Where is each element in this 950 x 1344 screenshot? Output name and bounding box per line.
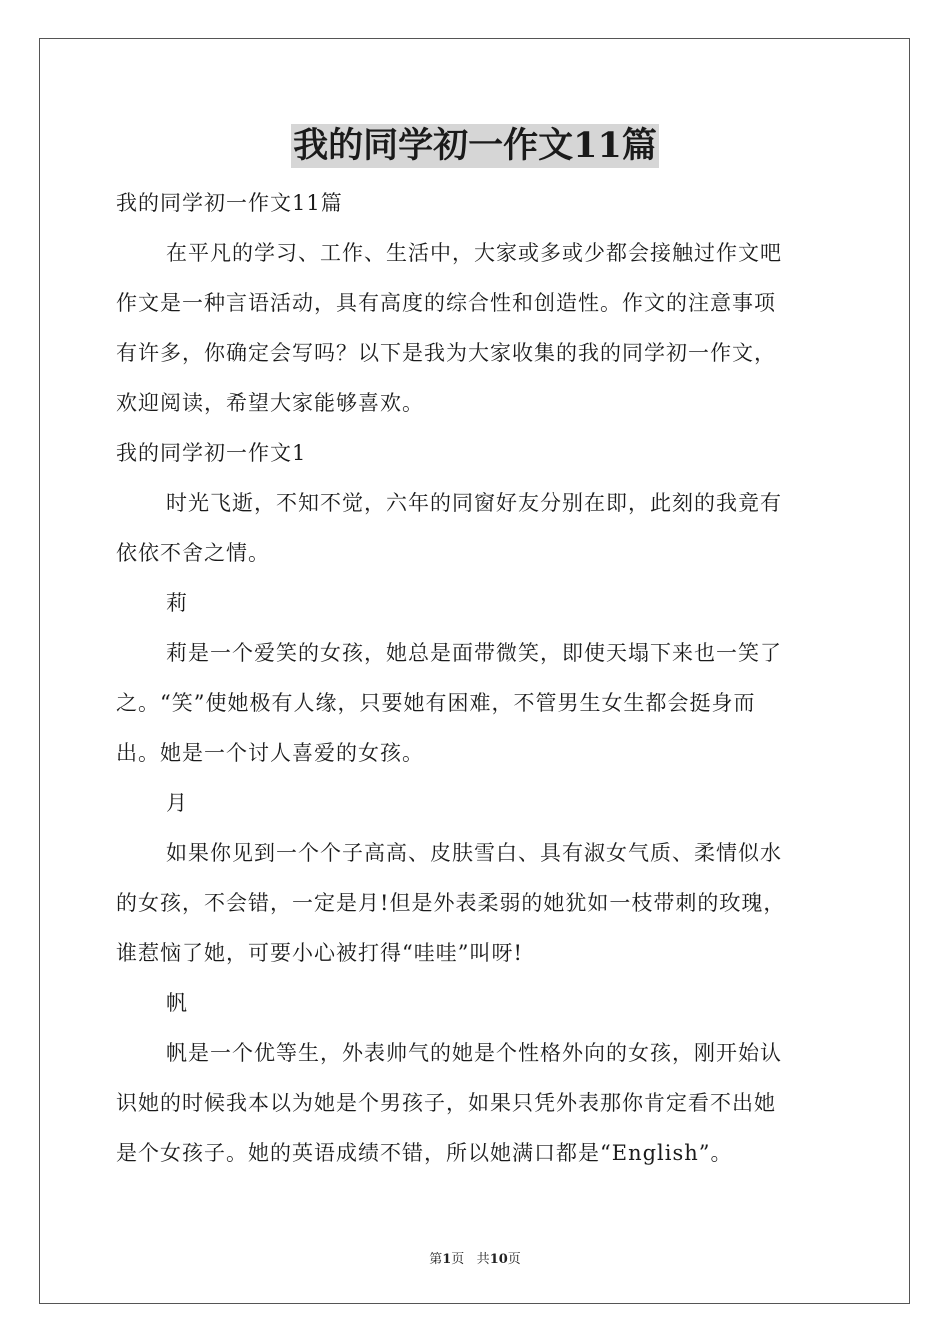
total-suffix: 页 <box>507 1252 521 1267</box>
text-line: 帆 <box>166 991 188 1015</box>
text-line: 有许多，你确定会写吗？以下是我为大家收集的我的同学初一作文， <box>116 341 776 365</box>
text-line: 莉是一个爱笑的女孩，她总是面带微笑，即使天塌下来也一笑了 <box>166 641 782 665</box>
text-line: 作文是一种言语活动，具有高度的综合性和创造性。作文的注意事项 <box>116 291 776 315</box>
text-line: 莉 <box>166 591 188 615</box>
text-line: 我的同学初一作文11篇 <box>116 191 343 215</box>
page-prefix: 第 <box>429 1252 443 1267</box>
page-number: 1 <box>442 1252 452 1267</box>
text-line: 谁惹恼了她，可要小心被打得“哇哇”叫呀! <box>116 941 523 965</box>
total-pages: 10 <box>489 1252 508 1267</box>
document-body <box>116 178 836 1178</box>
page-footer <box>0 1248 950 1267</box>
text-line: 依依不舍之情。 <box>116 541 270 565</box>
text-line: 帆是一个优等生，外表帅气的她是个性格外向的女孩，刚开始认 <box>166 1041 782 1065</box>
text-line: 之。“笑”使她极有人缘，只要她有困难，不管男生女生都会挺身而 <box>116 691 756 715</box>
text-line: 时光飞逝，不知不觉，六年的同窗好友分别在即，此刻的我竟有 <box>166 491 782 515</box>
total-prefix: 共 <box>476 1252 490 1267</box>
text-line: 的女孩，不会错，一定是月!但是外表柔弱的她犹如一枝带刺的玫瑰， <box>116 891 786 915</box>
title-container <box>0 124 950 168</box>
text-line: 出。她是一个讨人喜爱的女孩。 <box>116 741 424 765</box>
text-line: 我的同学初一作文1 <box>116 441 307 465</box>
text-line: 如果你见到一个个子高高、皮肤雪白、具有淑女气质、柔情似水 <box>166 841 782 865</box>
text-line: 识她的时候我本以为她是个男孩子，如果只凭外表那你肯定看不出她 <box>116 1091 776 1115</box>
text-line: 月 <box>166 791 188 815</box>
page-suffix: 页 <box>451 1252 465 1267</box>
document-title: 我的同学初一作文11篇 <box>293 125 657 166</box>
text-line: 是个女孩子。她的英语成绩不错，所以她满口都是“English”。 <box>116 1141 733 1165</box>
text-line: 在平凡的学习、工作、生活中，大家或多或少都会接触过作文吧 <box>166 241 782 265</box>
text-line: 欢迎阅读，希望大家能够喜欢。 <box>116 391 424 415</box>
